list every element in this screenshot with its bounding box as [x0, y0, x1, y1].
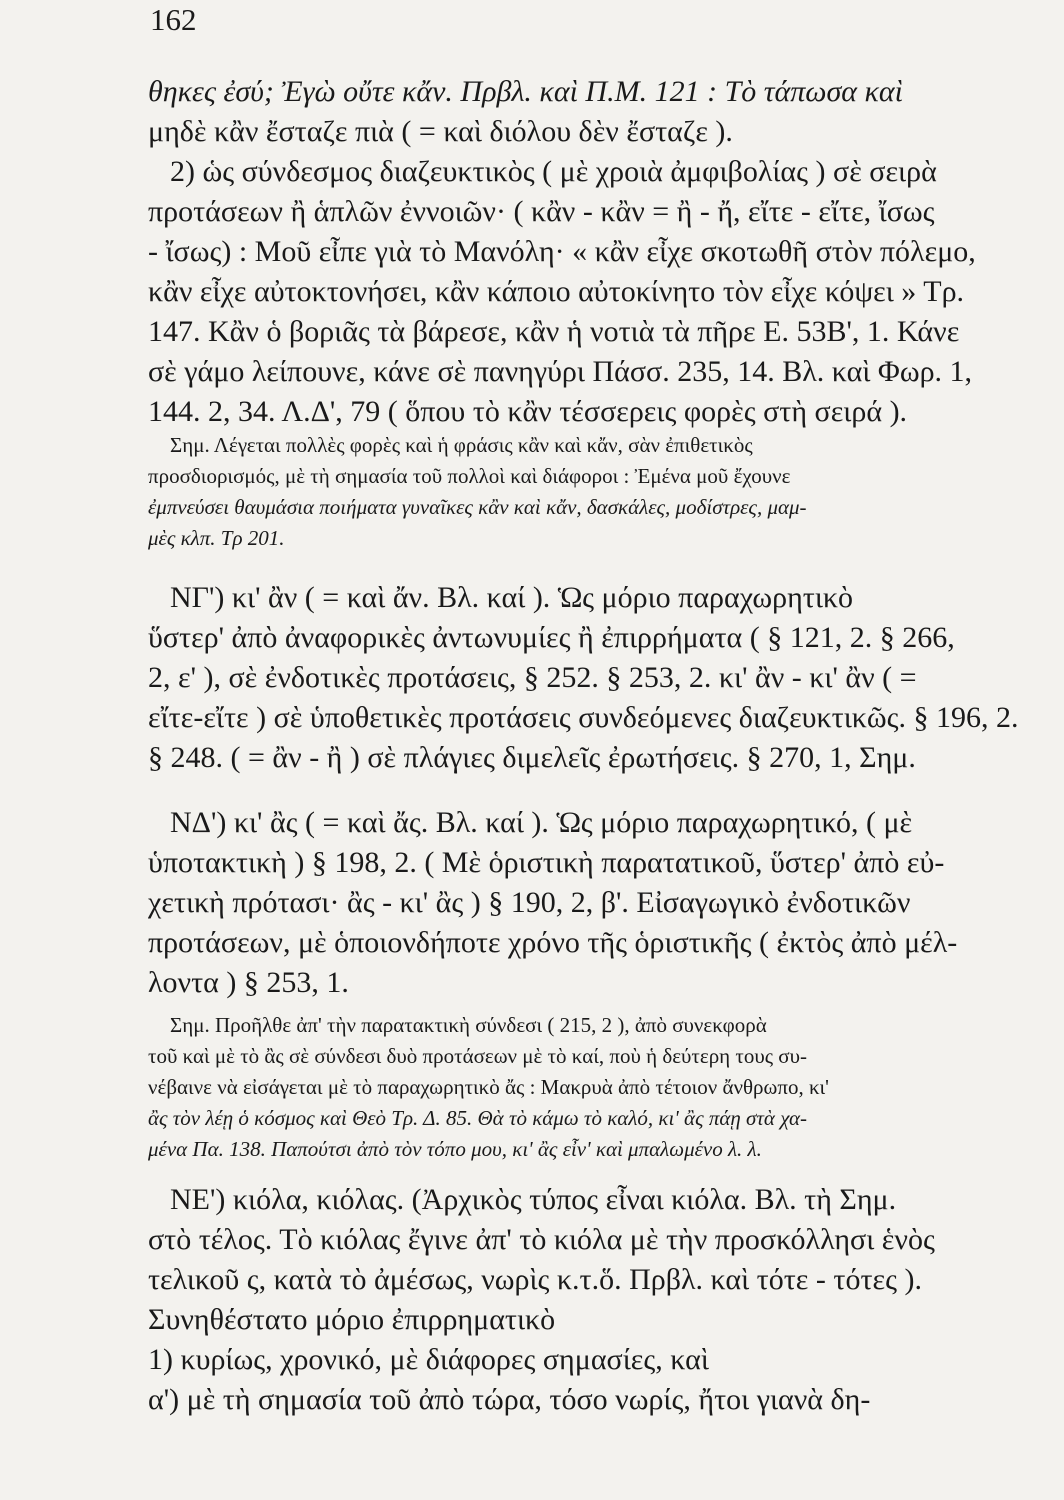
text-line: α') μὲ τὴ σημασία τοῦ ἀπὸ τώρα, τόσο νωρίς, ἤτοι γιανὰ δη-: [148, 1383, 871, 1416]
note-line: ἂς τὸν λέῃ ὁ κόσμος καὶ Θεὸ Τρ. Δ. 85. Θὰ τὸ κάμω τὸ καλό, κι' ἂς πάῃ στὰ χα-: [148, 1106, 808, 1130]
text-line: Συνηθέστατο μόριο ἐπιρρηματικὸ: [148, 1303, 556, 1336]
note-line: μένα Πα. 138. Παπούτσι ἀπὸ τὸν τόπο μου, κι' ἂς εἶν' καὶ μπαλωμένο λ. λ.: [148, 1137, 762, 1161]
entry-ng-ki-an: [148, 578, 1033, 778]
note-as-origin: [148, 1010, 1033, 1165]
text-line: ὕστερ' ἀπὸ ἀναφορικὲς ἀντωνυμίες ἢ ἐπιρρήματα ( § 121, 2. § 266,: [148, 621, 955, 654]
text-line: προτάσεων, μὲ ὁποιονδήποτε χρόνο τῆς ὁριστικῆς ( ἐκτὸς ἀπὸ μέλ-: [148, 926, 958, 959]
page-number: 162: [150, 2, 197, 37]
text-line: 1) κυρίως, χρονικό, μὲ διάφορες σημασίες, καὶ: [148, 1343, 709, 1376]
text-line: σὲ γάμο λείπουνε, κάνε σὲ πανηγύρι Πάσσ. 235, 14. Βλ. καὶ Φωρ. 1,: [148, 355, 973, 388]
note-line: Σημ. Προῆλθε ἀπ' τὴν παρατακτικὴ σύνδεσι ( 215, 2 ), ἀπὸ συνεκφορὰ: [170, 1013, 767, 1037]
text-line: ΝΔ') κι' ἂς ( = καὶ ἄς. Βλ. καί ). Ὡς μόριο παραχωρητικό, ( μὲ: [170, 806, 913, 839]
text-line: ὑποτακτικὴ ) § 198, 2. ( Μὲ ὁριστικὴ παρατατικοῦ, ὕστερ' ἀπὸ εὐ-: [148, 846, 945, 879]
note-line: τοῦ καὶ μὲ τὸ ἂς σὲ σύνδεσι δυὸ προτάσεων μὲ τὸ καί, ποὺ ἡ δεύτερη τους συ-: [148, 1044, 808, 1068]
text-line: χετικὴ πρότασι· ἂς - κι' ἂς ) § 190, 2, β'. Εἰσαγωγικὸ ἐνδοτικῶν: [148, 886, 911, 919]
text-line: θηκες ἐσύ; Ἐγὼ οὔτε κἄν. Πρβλ. καὶ Π.Μ. 121 : Τὸ τάπωσα καὶ: [148, 75, 903, 108]
entry-nd-ki-as: [148, 803, 1033, 1003]
text-line: 2) ὡς σύνδεσμος διαζευκτικὸς ( μὲ χροιὰ ἀμφιβολίας ) σὲ σειρὰ: [170, 155, 937, 188]
text-line: § 248. ( = ἂν - ἢ ) σὲ πλάγιες διμελεῖς ἐρωτήσεις. § 270, 1, Σημ.: [148, 741, 916, 774]
text-line: κἂν εἶχε αὐτοκτονήσει, κἂν κάποιο αὐτοκίνητο τὸν εἶχε κόψει » Τρ.: [148, 275, 965, 308]
entry-ne-kiola: [148, 1180, 1033, 1420]
text-line: 144. 2, 34. Λ.Δ', 79 ( ὅπου τὸ κἂν τέσσερεις φορὲς στὴ σειρά ).: [148, 395, 908, 428]
note-line: προσδιορισμός, μὲ τὴ σημασία τοῦ πολλοὶ καὶ διάφοροι : Ἐμένα μοῦ ἔχουνε: [148, 464, 791, 488]
text-line: στὸ τέλος. Τὸ κιόλας ἔγινε ἀπ' τὸ κιόλα μὲ τὴν προσκόλλησι ἑνὸς: [148, 1223, 935, 1256]
text-line: προτάσεων ἢ ἁπλῶν ἐννοιῶν· ( κἂν - κἂν = ἢ - ἤ, εἴτε - εἴτε, ἴσως: [148, 195, 935, 228]
text-line: 2, ε' ), σὲ ἐνδοτικὲς προτάσεις, § 252. § 253, 2. κι' ἂν - κι' ἂν ( =: [148, 661, 917, 694]
text-line: ΝΓ') κι' ἂν ( = καὶ ἄν. Βλ. καί ). Ὡς μόριο παραχωρητικὸ: [170, 581, 854, 614]
text-line: εἴτε-εἴτε ) σὲ ὑποθετικὲς προτάσεις συνδεόμενες διαζευκτικῶς. § 196, 2.: [148, 701, 1019, 734]
note-line: νέβαινε νὰ εἰσάγεται μὲ τὸ παραχωρητικὸ ἄς : Μακρυὰ ἀπὸ τέτοιον ἄνθρωπο, κι': [148, 1075, 829, 1099]
text-line: ΝΕ') κιόλα, κιόλας. (Ἀρχικὸς τύπος εἶναι κιόλα. Βλ. τὴ Σημ.: [170, 1183, 897, 1216]
text-line: - ἴσως) : Μοῦ εἶπε γιὰ τὸ Μανόλη· « κἂν εἶχε σκοτωθῆ στὸν πόλεμο,: [148, 235, 976, 268]
text-line: μηδὲ κἂν ἔσταζε πιὰ ( = καὶ διόλου δὲν ἔσταζε ).: [148, 115, 733, 148]
text-line: τελικοῦ ς, κατὰ τὸ ἀμέσως, νωρὶς κ.τ.ὅ. Πρβλ. καὶ τότε - τότες ).: [148, 1263, 922, 1296]
note-line: ἐμπνεύσει θαυμάσια ποιήματα γυναῖκες κἂν καὶ κἄν, δασκάλες, μοδίστρες, μαμ-: [148, 495, 807, 519]
text-line: λοντα ) § 253, 1.: [148, 966, 349, 999]
note-line: Σημ. Λέγεται πολλὲς φορὲς καὶ ἡ φράσις κἂν καὶ κἄν, σὰν ἐπιθετικὸς: [170, 433, 753, 457]
note-line: μὲς κλπ. Τρ 201.: [148, 526, 285, 550]
note-kan-kai-kan: [148, 430, 1033, 554]
text-line: 147. Κἂν ὁ βοριᾶς τὰ βάρεσε, κἂν ἡ νοτιὰ τὰ πῆρε Ε. 53Β', 1. Κάνε: [148, 315, 960, 348]
paragraph-kan: [148, 72, 1033, 432]
